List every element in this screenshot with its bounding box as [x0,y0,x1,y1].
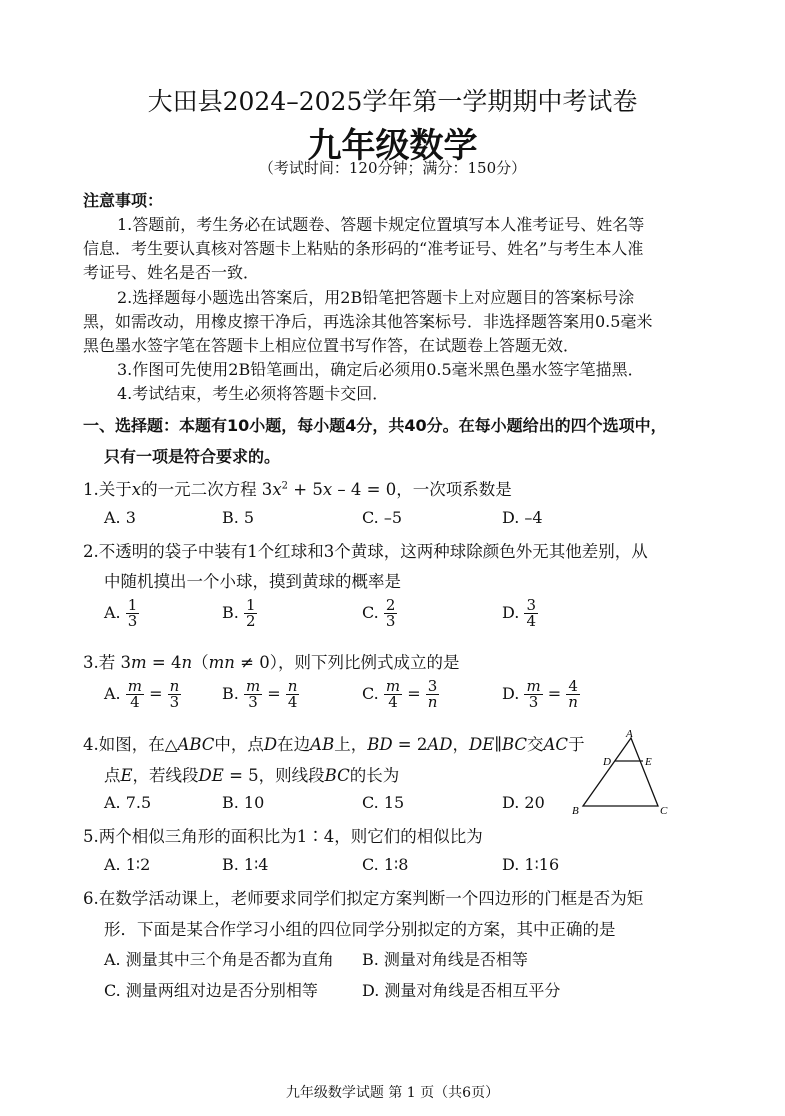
question-5: 5.两个相似三角形的面积比为1∶4，则它们的相似比为 [83,827,483,846]
notes-line: 黑，如需改动，用橡皮擦干净后，再选涂其他答案标号．非选择题答案用0.5毫米 [83,312,653,331]
label-c: C [660,805,668,817]
question-3: 3.若 3m = 4n（mn ≠ 0），则下列比例式成立的是 [83,653,460,672]
notes-line: 黑色墨水签字笔在答题卡上相应位置书写作答，在试题卷上答题无效． [83,336,580,355]
triangle-figure [568,728,678,820]
option-d: D. 1∶16 [502,855,560,874]
question-2: 2.不透明的袋子中装有1个红球和3个黄球，这两种球除颜色外无其他差别，从 [83,542,648,561]
option-b: B. 5 [222,508,255,527]
notes-line: 信息．考生要认真核对答题卡上粘贴的条形码的“准考证号、姓名”与考生本人准 [83,239,644,258]
option-b: B. 10 [222,793,265,812]
option-a: A. $\frac{1}{3}$ [104,596,138,630]
label-a: A [626,728,633,740]
option-a: A. 7.5 [104,793,152,812]
option-d: D. $\frac{m}{3}$ = $\frac{4}{n}$ [502,677,578,711]
notes-line: 1.答题前，考生务必在试题卷、答题卡规定位置填写本人准考证号、姓名等 [117,215,645,234]
notes-heading: 注意事项： [83,191,164,210]
option-a: A. 3 [104,508,136,527]
notes-line: 考证号、姓名是否一致． [83,263,260,282]
option-c: C. $\frac{2}{3}$ [362,596,396,630]
notes-line: 4.考试结束，考生必须将答题卡交回． [117,384,389,403]
section-heading-cont: 只有一项是符合要求的。 [104,447,281,466]
question-4: 4.如图，在△ABC中，点D在边AB上，BD = 2AD，DE∥BC交AC于 [83,735,585,754]
option-b: B. 1∶4 [222,855,269,874]
question-4-cont: 点E，若线段DE = 5，则线段BC的长为 [104,766,400,785]
option-c: C. –5 [362,508,403,527]
section-heading: 一、选择题：本题有10小题，每小题4分，共40分。在每小题给出的四个选项中， [83,416,667,435]
option-c: C. 15 [362,793,405,812]
option-d: D. 20 [502,793,545,812]
exam-title: 大田县2024–2025学年第一学期期中考试卷 [147,87,638,116]
option-a: A. 测量其中三个角是否都为直角 [104,950,334,969]
label-d: D [603,756,611,768]
question-1: 1.关于x的一元二次方程 $3x^2 + 5x - 4 = 0$，一次项系数是 [83,480,512,499]
option-c: C. 1∶8 [362,855,409,874]
option-d: D. –4 [502,508,543,527]
option-d: D. $\frac{3}{4}$ [502,596,536,630]
question-2-cont: 中随机摸出一个小球，摸到黄球的概率是 [104,572,401,591]
notes-line: 2.选择题每小题选出答案后，用2B铅笔把答题卡上对应题目的答案标号涂 [117,288,635,307]
exam-subject: 九年级数学 [307,126,478,166]
option-c: C. $\frac{m}{4}$ = $\frac{3}{n}$ [362,677,438,711]
label-e: E [645,756,652,768]
option-c: C. 测量两组对边是否分别相等 [104,981,318,1000]
label-b: B [572,805,579,817]
page-footer: 九年级数学试题 第 1 页（共6页） [285,1085,500,1101]
option-b: B. $\frac{m}{3}$ = $\frac{n}{4}$ [222,677,298,711]
question-6: 6.在数学活动课上，老师要求同学们拟定方案判断一个四边形的门框是否为矩 [83,889,644,908]
question-6-cont: 形．下面是某合作学习小组的四位同学分别拟定的方案，其中正确的是 [104,920,616,939]
exam-meta: （考试时间：120分钟；满分：150分） [258,159,527,177]
option-b: B. $\frac{1}{2}$ [222,596,256,630]
option-a: A. $\frac{m}{4}$ = $\frac{n}{3}$ [104,677,180,711]
option-d: D. 测量对角线是否相互平分 [362,981,561,1000]
option-b: B. 测量对角线是否相等 [362,950,528,969]
option-a: A. 1∶2 [104,855,151,874]
triangle-abc [583,738,658,806]
notes-line: 3.作图可先使用2B铅笔画出，确定后必须用0.5毫米黑色墨水签字笔描黑． [117,360,644,379]
